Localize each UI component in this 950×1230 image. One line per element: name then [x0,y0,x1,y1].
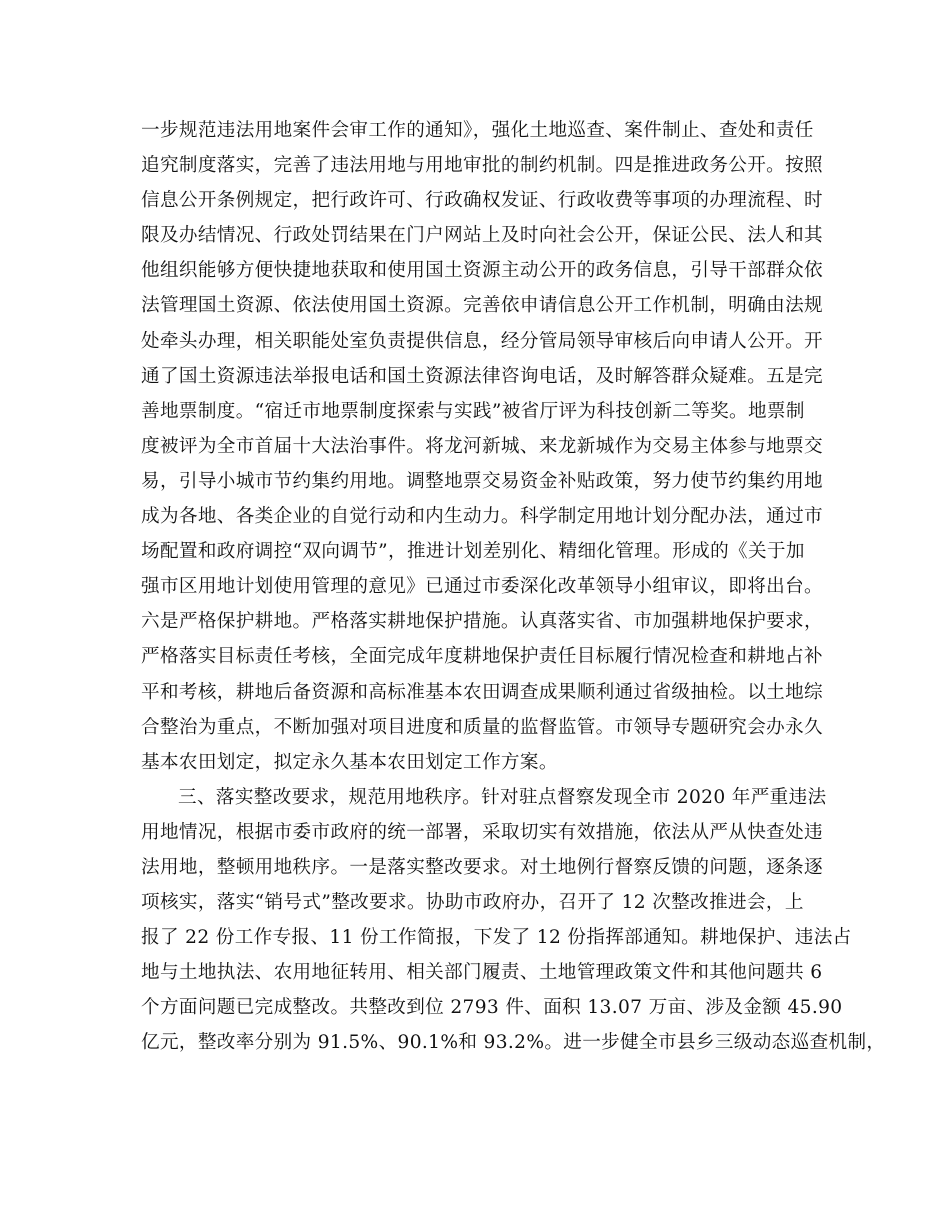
text-line: 处牵头办理，相关职能处室负责提供信息，经分管局领导审核后向申请人公开。开 [141,330,823,352]
paragraph-2 [141,780,886,1061]
paragraph-1 [141,113,824,780]
text-line: 易，引导小城市节约集约用地。调整地票交易资金补贴政策，努力使节约集约用地 [141,470,823,492]
text-line: 场配置和政府调控“双向调节”，推进计划差别化、精细化管理。形成的《关于加 [141,541,805,563]
text-line: 用地情况，根据市委市政府的统一部署，采取切实有效措施，依法从严从快查处违 [141,821,823,843]
text-line: 平和考核，耕地后备资源和高标准基本农田调查成果顺利通过省级抽检。以土地综 [141,681,823,703]
text-line: 限及办结情况、行政处罚结果在门户网站上及时向社会公开，保证公民、法人和其 [141,225,823,247]
text-line: 一步规范违法用地案件会审工作的通知》，强化土地巡查、案件制止、查处和责任 [141,120,814,141]
text-line: 法用地，整顿用地秩序。一是落实整改要求。对土地例行督察反馈的问题，逐条逐 [141,856,823,878]
text-line: 追究制度落实，完善了违法用地与用地审批的制约机制。四是推进政务公开。按照 [141,155,823,177]
text-line: 六是严格保护耕地。严格落实耕地保护措施。认真落实省、市加强耕地保护要求， [141,611,823,633]
text-line: 个方面问题已完成整改。共整改到位 2793 件、面积 13.07 万亩、涉及金额 45.90 [141,997,843,1019]
text-line: 亿元，整改率分别为 91.5%、90.1%和 93.2%。进一步健全市县乡三级动态巡查机制， [141,1032,886,1054]
text-line: 三、落实整改要求，规范用地秩序。针对驻点督察发现全市 2020 年严重违法 [178,786,827,808]
text-line: 成为各地、各类企业的自觉行动和内生动力。科学制定用地计划分配办法，通过市 [141,506,823,528]
text-line: 善地票制度。“宿迁市地票制度探索与实践”被省厅评为科技创新二等奖。地票制 [141,400,805,422]
text-line: 他组织能够方便快捷地获取和使用国土资源主动公开的政务信息，引导干部群众依 [141,260,823,282]
text-line: 报了 22 份工作专报、11 份工作简报，下发了 12 份指挥部通知。耕地保护、违法占 [141,927,852,949]
text-line: 严格落实目标责任考核，全面完成年度耕地保护责任目标履行情况检查和耕地占补 [141,646,823,668]
text-line: 项核实，落实“销号式”整改要求。协助市政府办，召开了 12 次整改推进会，上 [141,892,804,914]
text-line: 法管理国土资源、依法使用国土资源。完善依申请信息公开工作机制，明确由法规 [141,295,823,317]
text-line: 信息公开条例规定，把行政许可、行政确权发证、行政收费等事项的办理流程、时 [141,190,823,212]
text-line: 合整治为重点，不断加强对项目进度和质量的监督监管。市领导专题研究会办永久 [141,716,823,738]
text-line: 地与土地执法、农用地征转用、相关部门履责、土地管理政策文件和其他问题共 6 [141,962,823,984]
text-line: 通了国土资源违法举报电话和国土资源法律咨询电话，及时解答群众疑难。五是完 [141,365,823,387]
text-line: 基本农田划定，拟定永久基本农田划定工作方案。 [141,751,558,773]
document-body [141,113,886,1061]
text-line: 强市区用地计划使用管理的意见》已通过市委深化改革领导小组审议，即将出台。 [141,576,823,598]
text-line: 度被评为全市首届十大法治事件。将龙河新城、来龙新城作为交易主体参与地票交 [141,435,823,457]
